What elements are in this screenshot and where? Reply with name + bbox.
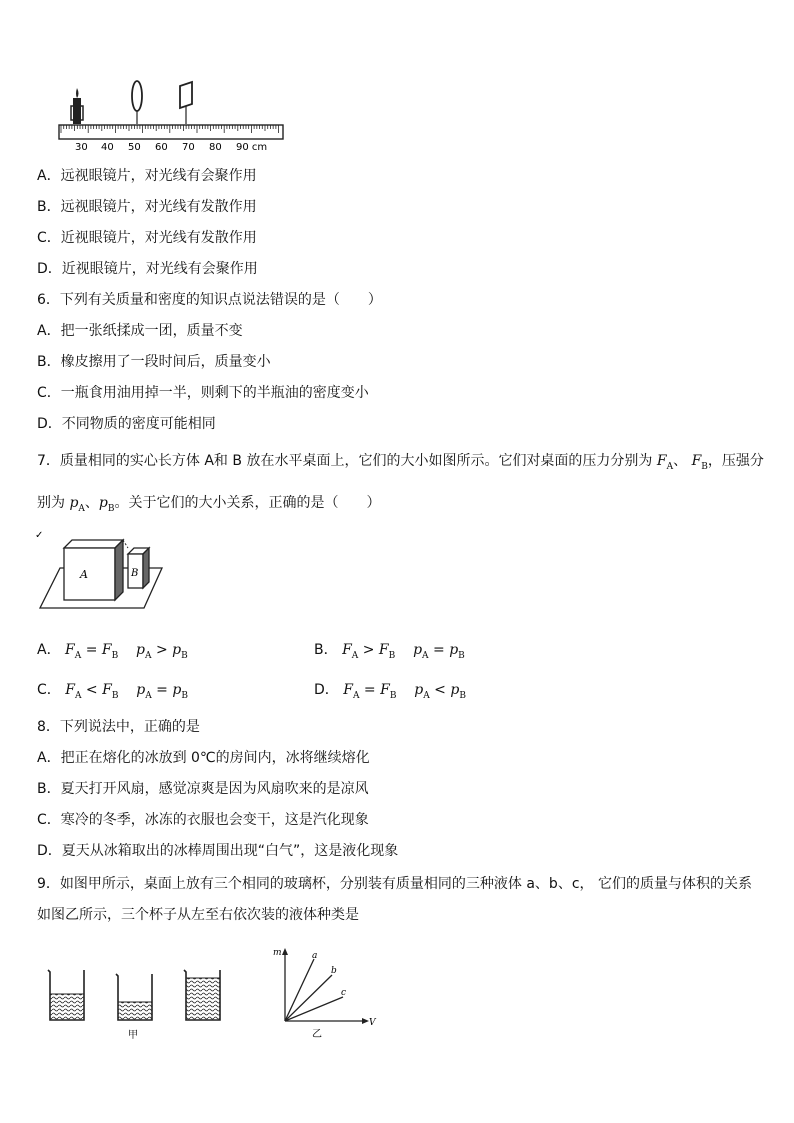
q8-option-d: D．夏天从冰箱取出的冰棒周围出现“白气”，这是液化现象 xyxy=(37,843,399,859)
q5-option-d: D．近视眼镜片，对光线有会聚作用 xyxy=(37,261,258,277)
ruler-label: 40 xyxy=(101,142,114,153)
ruler-label: 60 xyxy=(155,142,168,153)
line-c xyxy=(285,997,343,1021)
block-b xyxy=(128,548,149,588)
line-label-b: b xyxy=(331,966,337,976)
q5-option-c: C．近视眼镜片，对光线有发散作用 xyxy=(37,230,257,246)
q7-stem-line1 xyxy=(37,452,764,476)
q7-stem-text: 别为 xyxy=(37,495,65,511)
beaker-2 xyxy=(116,974,152,1020)
axis-label-v: V xyxy=(369,1018,376,1028)
ruler-label: 50 xyxy=(128,142,141,153)
q7-option-c: C． $F_A < F_B$ $p_A = p_B$ xyxy=(37,682,188,701)
force-a: $F_A$ xyxy=(656,453,674,472)
beaker-3 xyxy=(184,970,220,1020)
svg-text:A: A xyxy=(80,568,88,581)
q6-option-b: B．橡皮擦用了一段时间后，质量变小 xyxy=(37,354,271,370)
q8-option-c: C．寒冷的冬季，冰冻的衣服也会变干，这是汽化现象 xyxy=(37,812,369,828)
axis-label-m: m xyxy=(273,948,282,958)
ruler-label: 30 xyxy=(75,142,88,153)
q6-option-d: D．不同物质的密度可能相同 xyxy=(37,416,216,432)
q7-stem-line2 xyxy=(37,494,381,518)
line-label-c: c xyxy=(341,988,347,998)
q5-option-b: B．远视眼镜片，对光线有发散作用 xyxy=(37,199,257,215)
ruler-label: 90 cm xyxy=(236,142,268,153)
q5-option-a: A．远视眼镜片，对光线有会聚作用 xyxy=(37,168,257,184)
figure-label-jia: 甲 xyxy=(128,1030,138,1040)
q7-option-a: A． $F_A = F_B$ $p_A > p_B$ xyxy=(37,642,188,661)
q7-option-d: D． $F_A = F_B$ $p_A < p_B$ xyxy=(314,682,466,701)
q6-option-c: C．一瓶食用油用掉一半，则剩下的半瓶油的密度变小 xyxy=(37,385,369,401)
blocks-figure xyxy=(35,530,170,615)
pressure-a: $p_A$ xyxy=(69,495,85,514)
q7-stem-text: 。关于它们的大小关系，正确的是（ ） xyxy=(114,495,381,511)
screen-icon xyxy=(180,82,192,124)
separator: 、 xyxy=(673,453,688,469)
q7-stem-text: ，压强分 xyxy=(707,453,764,469)
line-b xyxy=(285,975,332,1021)
figure-label-yi: 乙 xyxy=(312,1029,322,1040)
mass-volume-graph xyxy=(270,945,380,1040)
pressure-b: $p_B$ xyxy=(98,495,115,514)
q8-option-a: A．把正在熔化的冰放到 0℃的房间内，冰将继续熔化 xyxy=(37,750,370,766)
q8-option-b: B．夏天打开风扇，感觉凉爽是因为风扇吹来的是凉风 xyxy=(37,781,369,797)
ruler xyxy=(59,125,283,139)
separator: 、 xyxy=(84,495,99,511)
q8-stem: 8．下列说法中，正确的是 xyxy=(37,719,200,735)
force-b: $F_B$ xyxy=(691,453,708,472)
q6-option-a: A．把一张纸揉成一团，质量不变 xyxy=(37,323,243,339)
q7-stem-text: 7．质量相同的实心长方体 A和 B 放在水平桌面上，它们的大小如图所示。它们对桌面的压力分别为 xyxy=(37,453,653,469)
ruler-bar xyxy=(59,125,283,139)
q9-stem-line2: 如图乙所示，三个杯子从左至右依次装的液体种类是 xyxy=(37,907,359,923)
svg-text:B: B xyxy=(131,568,139,579)
svg-text:✓: ✓ xyxy=(35,530,44,541)
block-a xyxy=(64,540,123,600)
q7-option-b: B． $F_A > F_B$ $p_A = p_B$ xyxy=(314,642,465,661)
beaker-1 xyxy=(48,970,84,1020)
lens-icon xyxy=(132,81,142,111)
candle-icon xyxy=(71,88,83,124)
ruler-label: 70 xyxy=(182,142,195,153)
line-a xyxy=(285,959,314,1021)
q9-stem-line1: 9．如图甲所示，桌面上放有三个相同的玻璃杯，分别装有质量相同的三种液体 a、b、c， 它们的质量与体积的关系 xyxy=(37,876,752,892)
line-label-a: a xyxy=(312,951,318,961)
beakers-figure xyxy=(40,960,230,1040)
q6-stem: 6．下列有关质量和密度的知识点说法错误的是（ ） xyxy=(37,292,382,308)
optical-bench-figure xyxy=(55,78,290,158)
ruler-label: 80 xyxy=(209,142,222,153)
